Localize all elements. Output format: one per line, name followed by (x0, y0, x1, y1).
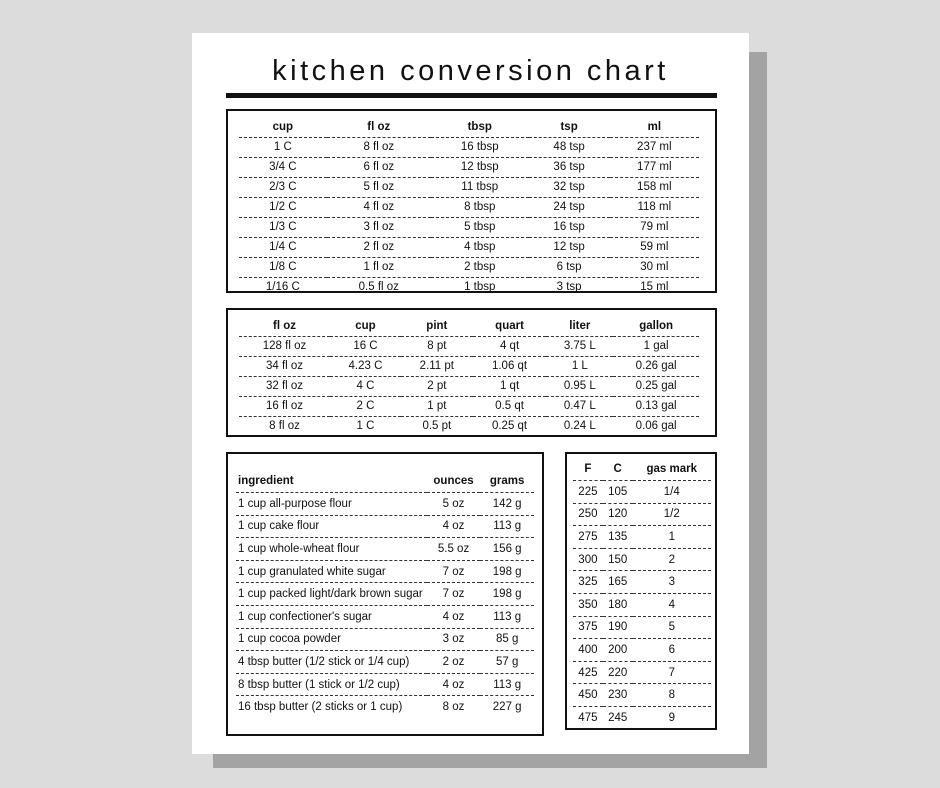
volume-row (239, 277, 699, 297)
volume-cell: 1 fl oz (327, 257, 431, 277)
liquid-column-header: quart (473, 316, 547, 336)
temperature-cell: 6 (633, 639, 711, 662)
temperature-cell: 230 (603, 684, 633, 707)
temperature-column-header: gas mark (633, 458, 711, 481)
liquid-column-header: pint (401, 316, 473, 336)
temperature-cell: 350 (573, 594, 603, 617)
ingredients-row (236, 538, 534, 561)
ingredients-cell: 198 g (480, 583, 534, 606)
volume-cell: 36 tsp (529, 157, 610, 177)
ingredients-cell: 16 tbsp butter (2 sticks or 1 cup) (238, 701, 403, 714)
volume-cell: 16 tsp (529, 217, 610, 237)
temperature-cell: 2 (633, 548, 711, 571)
temperature-cell: 150 (603, 548, 633, 571)
volume-row (239, 257, 699, 277)
temperature-row (573, 707, 711, 730)
temperature-cell: 135 (603, 526, 633, 549)
temperature-cell: 7 (633, 661, 711, 684)
temperature-cell: 4 (633, 594, 711, 617)
liquid-cell: 1.06 qt (473, 356, 547, 376)
temperature-cell: 275 (573, 526, 603, 549)
temperature-cell: 1/2 (633, 503, 711, 526)
volume-cell: 2/3 C (239, 177, 327, 197)
volume-cell: 2 fl oz (327, 237, 431, 257)
ingredients-cell: 2 oz (427, 651, 481, 674)
ingredients-column-header: grams (480, 470, 534, 493)
ingredients-row (236, 606, 534, 629)
liquid-cell: 3.75 L (546, 336, 613, 356)
liquid-cell: 128 fl oz (239, 336, 330, 356)
volume-cell: 48 tsp (529, 137, 610, 157)
liquid-cell: 1 gal (613, 336, 699, 356)
ingredients-cell: 5.5 oz (427, 538, 481, 561)
volume-row (239, 217, 699, 237)
ingredients-column-header: ounces (427, 470, 481, 493)
temperature-cell: 425 (573, 661, 603, 684)
ingredients-cell: 8 oz (442, 701, 465, 714)
temperature-cell: 5 (633, 616, 711, 639)
volume-cell: 1/2 C (239, 197, 327, 217)
temperature-row (573, 616, 711, 639)
volume-cell: 24 tsp (529, 197, 610, 217)
ingredients-cell: 1 cup whole-wheat flour (236, 538, 427, 561)
temperature-row (573, 661, 711, 684)
liquid-column-header: gallon (613, 316, 699, 336)
temperature-row (573, 481, 711, 504)
ingredients-row (236, 696, 534, 719)
temperature-cell: 450 (573, 684, 603, 707)
volume-cell: 1/16 C (265, 281, 300, 294)
ingredients-cell: 7 oz (427, 560, 481, 583)
liquid-cell: 0.5 pt (422, 420, 452, 433)
volume-cell: 158 ml (610, 177, 699, 197)
volume-cell: 32 tsp (529, 177, 610, 197)
liquid-cell: 8 pt (401, 336, 473, 356)
liquid-header-row (239, 316, 699, 336)
temperature-cell: 105 (603, 481, 633, 504)
ingredients-cell: 227 g (492, 701, 522, 714)
ingredients-cell: 4 oz (427, 673, 481, 696)
ingredients-row (236, 560, 534, 583)
temperature-cell: 200 (603, 639, 633, 662)
volume-cell: 8 tbsp (431, 197, 529, 217)
temperature-row (573, 571, 711, 594)
temperature-cell: 400 (573, 639, 603, 662)
liquid-cell: 1 qt (473, 376, 547, 396)
liquid-cell: 4.23 C (330, 356, 401, 376)
temperature-cell: 8 (633, 684, 711, 707)
ingredient-weight-table (236, 470, 534, 719)
temperature-row (573, 503, 711, 526)
ingredients-cell: 3 oz (427, 628, 481, 651)
ingredients-row (236, 651, 534, 674)
volume-column-header: cup (239, 117, 327, 137)
liquid-cell: 0.25 gal (613, 376, 699, 396)
temperature-cell: 1 (633, 526, 711, 549)
liquid-row (239, 336, 699, 356)
volume-cell: 59 ml (610, 237, 699, 257)
liquid-cell: 34 fl oz (239, 356, 330, 376)
volume-conversion-table (239, 117, 699, 297)
ingredients-cell: 198 g (480, 560, 534, 583)
volume-cell: 2 tbsp (431, 257, 529, 277)
liquid-cell: 0.95 L (546, 376, 613, 396)
volume-cell: 1 C (239, 137, 327, 157)
temperature-column-header: F (573, 458, 603, 481)
ingredients-cell: 4 oz (427, 606, 481, 629)
liquid-row (239, 356, 699, 376)
volume-row (239, 237, 699, 257)
temperature-cell: 220 (603, 661, 633, 684)
volume-cell: 12 tsp (529, 237, 610, 257)
liquid-cell: 0.5 qt (473, 396, 547, 416)
liquid-row (239, 376, 699, 396)
ingredients-cell: 85 g (480, 628, 534, 651)
ingredients-cell: 1 cup granulated white sugar (236, 560, 427, 583)
temperature-cell: 120 (603, 503, 633, 526)
liquid-cell: 32 fl oz (239, 376, 330, 396)
volume-cell: 1/3 C (239, 217, 327, 237)
ingredients-cell: 1 cup confectioner's sugar (236, 606, 427, 629)
liquid-cell: 16 C (330, 336, 401, 356)
volume-row (239, 137, 699, 157)
temperature-cell: 3 (633, 571, 711, 594)
volume-cell: 5 tbsp (431, 217, 529, 237)
ingredients-cell: 113 g (480, 606, 534, 629)
ingredients-cell: 142 g (480, 493, 534, 516)
liquid-cell: 1 C (356, 420, 375, 433)
temperature-cell: 1/4 (633, 481, 711, 504)
ingredients-row (236, 628, 534, 651)
ingredients-row (236, 673, 534, 696)
volume-cell: 6 tsp (529, 257, 610, 277)
title-rule (226, 93, 717, 98)
liquid-cell: 1 pt (401, 396, 473, 416)
volume-cell: 177 ml (610, 157, 699, 177)
ingredients-cell: 7 oz (427, 583, 481, 606)
ingredients-cell: 1 cup all-purpose flour (236, 493, 427, 516)
ingredient-weight-box (226, 452, 544, 736)
liquid-column-header: cup (330, 316, 401, 336)
volume-cell: 237 ml (610, 137, 699, 157)
liquid-cell: 0.13 gal (613, 396, 699, 416)
volume-column-header: fl oz (327, 117, 431, 137)
temperature-cell: 375 (573, 616, 603, 639)
temperature-cell: 475 (578, 712, 598, 725)
liquid-cell: 8 fl oz (269, 420, 300, 433)
liquid-column-header: liter (546, 316, 613, 336)
temperature-cell: 180 (603, 594, 633, 617)
temperature-row (573, 548, 711, 571)
temperature-cell: 165 (603, 571, 633, 594)
volume-cell: 3 fl oz (327, 217, 431, 237)
liquid-cell: 0.47 L (546, 396, 613, 416)
ingredients-row (236, 515, 534, 538)
ingredients-cell: 113 g (480, 515, 534, 538)
liquid-cell: 0.25 qt (491, 420, 528, 433)
page-title: kitchen conversion chart (272, 55, 669, 87)
liquid-row (239, 396, 699, 416)
volume-cell: 6 fl oz (327, 157, 431, 177)
temperature-cell: 190 (603, 616, 633, 639)
temperature-cell: 225 (573, 481, 603, 504)
ingredients-column-header: ingredient (236, 470, 427, 493)
ingredients-cell: 4 oz (427, 515, 481, 538)
liquid-cell: 2.11 pt (401, 356, 473, 376)
liquid-cell: 4 C (330, 376, 401, 396)
volume-header-row (239, 117, 699, 137)
liquid-conversion-box (226, 308, 717, 437)
volume-cell: 12 tbsp (431, 157, 529, 177)
ingredients-cell: 4 tbsp butter (1/2 stick or 1/4 cup) (236, 651, 427, 674)
ingredients-cell: 156 g (480, 538, 534, 561)
volume-row (239, 177, 699, 197)
volume-column-header: tsp (529, 117, 610, 137)
temperature-cell: 300 (573, 548, 603, 571)
volume-conversion-box (226, 109, 717, 293)
volume-cell: 4 tbsp (431, 237, 529, 257)
liquid-conversion-table (239, 316, 699, 436)
volume-cell: 15 ml (640, 281, 669, 294)
ingredients-cell: 1 cup cake flour (236, 515, 427, 538)
ingredients-cell: 1 cup cocoa powder (236, 628, 427, 651)
liquid-column-header: fl oz (239, 316, 330, 336)
oven-temperature-table (573, 458, 711, 729)
liquid-cell: 0.24 L (563, 420, 596, 433)
liquid-cell: 2 C (330, 396, 401, 416)
volume-cell: 79 ml (610, 217, 699, 237)
ingredients-cell: 1 cup packed light/dark brown sugar (236, 583, 427, 606)
temperature-row (573, 639, 711, 662)
volume-row (239, 157, 699, 177)
ingredients-header-row (236, 470, 534, 493)
liquid-cell: 4 qt (473, 336, 547, 356)
temperature-row (573, 684, 711, 707)
ingredients-cell: 8 tbsp butter (1 stick or 1/2 cup) (236, 673, 427, 696)
volume-cell: 30 ml (610, 257, 699, 277)
volume-cell: 4 fl oz (327, 197, 431, 217)
temperature-cell: 245 (608, 712, 628, 725)
temperature-header-row (573, 458, 711, 481)
ingredients-row (236, 583, 534, 606)
volume-cell: 5 fl oz (327, 177, 431, 197)
liquid-cell: 0.06 gal (635, 420, 677, 433)
temperature-row (573, 594, 711, 617)
volume-cell: 8 fl oz (327, 137, 431, 157)
ingredients-cell: 113 g (480, 673, 534, 696)
ingredients-cell: 57 g (480, 651, 534, 674)
temperature-cell: 250 (573, 503, 603, 526)
volume-cell: 16 tbsp (431, 137, 529, 157)
liquid-cell: 0.26 gal (613, 356, 699, 376)
volume-cell: 1 tbsp (464, 281, 496, 294)
oven-temperature-box (565, 452, 717, 730)
volume-cell: 1/4 C (239, 237, 327, 257)
ingredients-row (236, 493, 534, 516)
temperature-column-header: C (603, 458, 633, 481)
liquid-cell: 1 L (546, 356, 613, 376)
volume-cell: 11 tbsp (431, 177, 529, 197)
volume-cell: 3 tsp (556, 281, 582, 294)
volume-cell: 118 ml (610, 197, 699, 217)
liquid-cell: 2 pt (401, 376, 473, 396)
temperature-row (573, 526, 711, 549)
temperature-cell: 325 (573, 571, 603, 594)
liquid-row (239, 416, 699, 436)
volume-cell: 1/8 C (239, 257, 327, 277)
volume-column-header: tbsp (431, 117, 529, 137)
ingredients-cell: 5 oz (427, 493, 481, 516)
chart-page (192, 33, 749, 754)
liquid-cell: 16 fl oz (239, 396, 330, 416)
volume-column-header: ml (610, 117, 699, 137)
volume-row (239, 197, 699, 217)
volume-cell: 3/4 C (239, 157, 327, 177)
volume-cell: 0.5 fl oz (358, 281, 399, 294)
temperature-cell: 9 (668, 712, 675, 725)
